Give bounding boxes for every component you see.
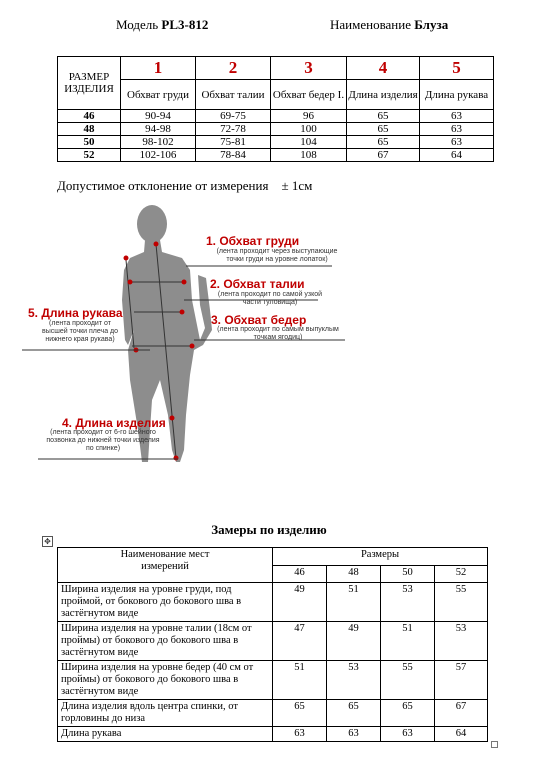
model-label: Модель (116, 17, 159, 32)
value-cell: 102-106 (121, 149, 196, 162)
size-header-cell: 46 (273, 565, 327, 583)
col-number: 1 (121, 57, 196, 80)
size-cell: 50 (58, 136, 121, 149)
row-label: Ширина изделия на уровне талии (18см от проймы) от бокового до бокового шва в застёгнутом виде (58, 622, 273, 661)
table-row (58, 700, 488, 727)
value-cell: 104 (271, 136, 347, 149)
size-header: РАЗМЕР ИЗДЕЛИЯ (58, 57, 121, 110)
tolerance-note: Допустимое отклонение от измерения ± 1см (57, 178, 313, 193)
chest-title: 1. Обхват груди (206, 234, 300, 248)
value-cell: 53 (435, 622, 488, 661)
table-row (58, 149, 494, 162)
size-table (57, 56, 494, 162)
value-cell: 49 (273, 583, 327, 622)
row-label: Ширина изделия на уровне бедер (40 см от проймы) от бокового до бокового шва в застёгнутом виде (58, 661, 273, 700)
waist-title: 2. Обхват талии (210, 277, 305, 291)
value-cell: 65 (327, 700, 381, 727)
garment-table (57, 547, 488, 742)
value-cell: 65 (273, 700, 327, 727)
value-cell: 67 (347, 149, 420, 162)
value-cell: 98-102 (121, 136, 196, 149)
value-cell: 63 (273, 727, 327, 742)
col-number: 3 (271, 57, 347, 80)
header-sizes: Размеры (273, 548, 488, 566)
value-cell: 65 (347, 136, 420, 149)
name-value: Блуза (414, 17, 449, 32)
size-cell: 48 (58, 123, 121, 136)
size-header-cell: 48 (327, 565, 381, 583)
value-cell: 51 (381, 622, 435, 661)
chest-desc: (лента проходит через выступающие точки груди на уровне лопаток) (216, 248, 338, 263)
value-cell: 65 (347, 123, 420, 136)
col-number: 2 (196, 57, 271, 80)
hips-title: 3. Обхват бедер (211, 313, 307, 327)
table-row (58, 123, 494, 136)
model-line (116, 17, 208, 33)
name-line (330, 17, 448, 33)
value-cell: 53 (327, 661, 381, 700)
sleeve-title: 5. Длина рукава (28, 306, 123, 320)
table-move-handle-icon[interactable]: ✥ (42, 536, 53, 547)
table-row (58, 727, 488, 742)
size-cell: 52 (58, 149, 121, 162)
size-cell: 46 (58, 110, 121, 123)
garment-table-title: Замеры по изделию (211, 522, 327, 537)
table-resize-handle[interactable] (491, 741, 498, 748)
size-header-cell: 52 (435, 565, 488, 583)
size-header-cell: 50 (381, 565, 435, 583)
name-label: Наименование (330, 17, 411, 32)
value-cell: 49 (327, 622, 381, 661)
col-number: 5 (420, 57, 494, 80)
value-cell: 51 (327, 583, 381, 622)
header-name-text: Наименование мест измерений (120, 549, 210, 572)
value-cell: 63 (381, 727, 435, 742)
value-cell: 64 (420, 149, 494, 162)
value-cell: 55 (381, 661, 435, 700)
value-cell: 96 (271, 110, 347, 123)
value-cell: 90-94 (121, 110, 196, 123)
waist-desc: (лента проходит по самой узкой части туловища) (217, 291, 323, 306)
value-cell: 69-75 (196, 110, 271, 123)
value-cell: 94-98 (121, 123, 196, 136)
value-cell: 55 (435, 583, 488, 622)
value-cell: 65 (347, 110, 420, 123)
value-cell: 65 (381, 700, 435, 727)
col-number: 4 (347, 57, 420, 80)
row-label: Ширина изделия на уровне груди, под проймой, от бокового до бокового шва в застёгнутом виде (58, 583, 273, 622)
value-cell: 78-84 (196, 149, 271, 162)
row-label: Длина рукава (58, 727, 273, 742)
value-cell: 63 (420, 136, 494, 149)
table-row (58, 661, 488, 700)
model-value: PL3-812 (161, 17, 209, 32)
value-cell: 63 (420, 123, 494, 136)
table-row (58, 622, 488, 661)
row-label: Длина изделия вдоль центра спинки, от горловины до низа (58, 700, 273, 727)
value-cell: 100 (271, 123, 347, 136)
length-desc: (лента проходит от 6-го шейного позвонка до нижней точки изделия по спинке) (46, 429, 160, 452)
header-name (58, 548, 273, 583)
value-cell: 108 (271, 149, 347, 162)
col-name: Длина рукава (420, 80, 494, 110)
hips-desc: (лента проходит по самым выпуклым точкам ягодиц) (217, 326, 339, 341)
value-cell: 67 (435, 700, 488, 727)
value-cell: 51 (273, 661, 327, 700)
table-row (58, 583, 488, 622)
value-cell: 63 (327, 727, 381, 742)
value-cell: 64 (435, 727, 488, 742)
col-name: Обхват груди (121, 80, 196, 110)
col-name: Обхват талии (196, 80, 271, 110)
value-cell: 53 (381, 583, 435, 622)
value-cell: 57 (435, 661, 488, 700)
sleeve-desc: (лента проходит от высшей точки плеча до нижнего края рукава) (41, 320, 119, 343)
col-name: Длина изделия (347, 80, 420, 110)
col-name: Обхват бедер I. (271, 80, 347, 110)
value-cell: 72-78 (196, 123, 271, 136)
value-cell: 63 (420, 110, 494, 123)
value-cell: 75-81 (196, 136, 271, 149)
table-row (58, 110, 494, 123)
table-row (58, 136, 494, 149)
value-cell: 47 (273, 622, 327, 661)
length-title: 4. Длина изделия (62, 416, 166, 430)
